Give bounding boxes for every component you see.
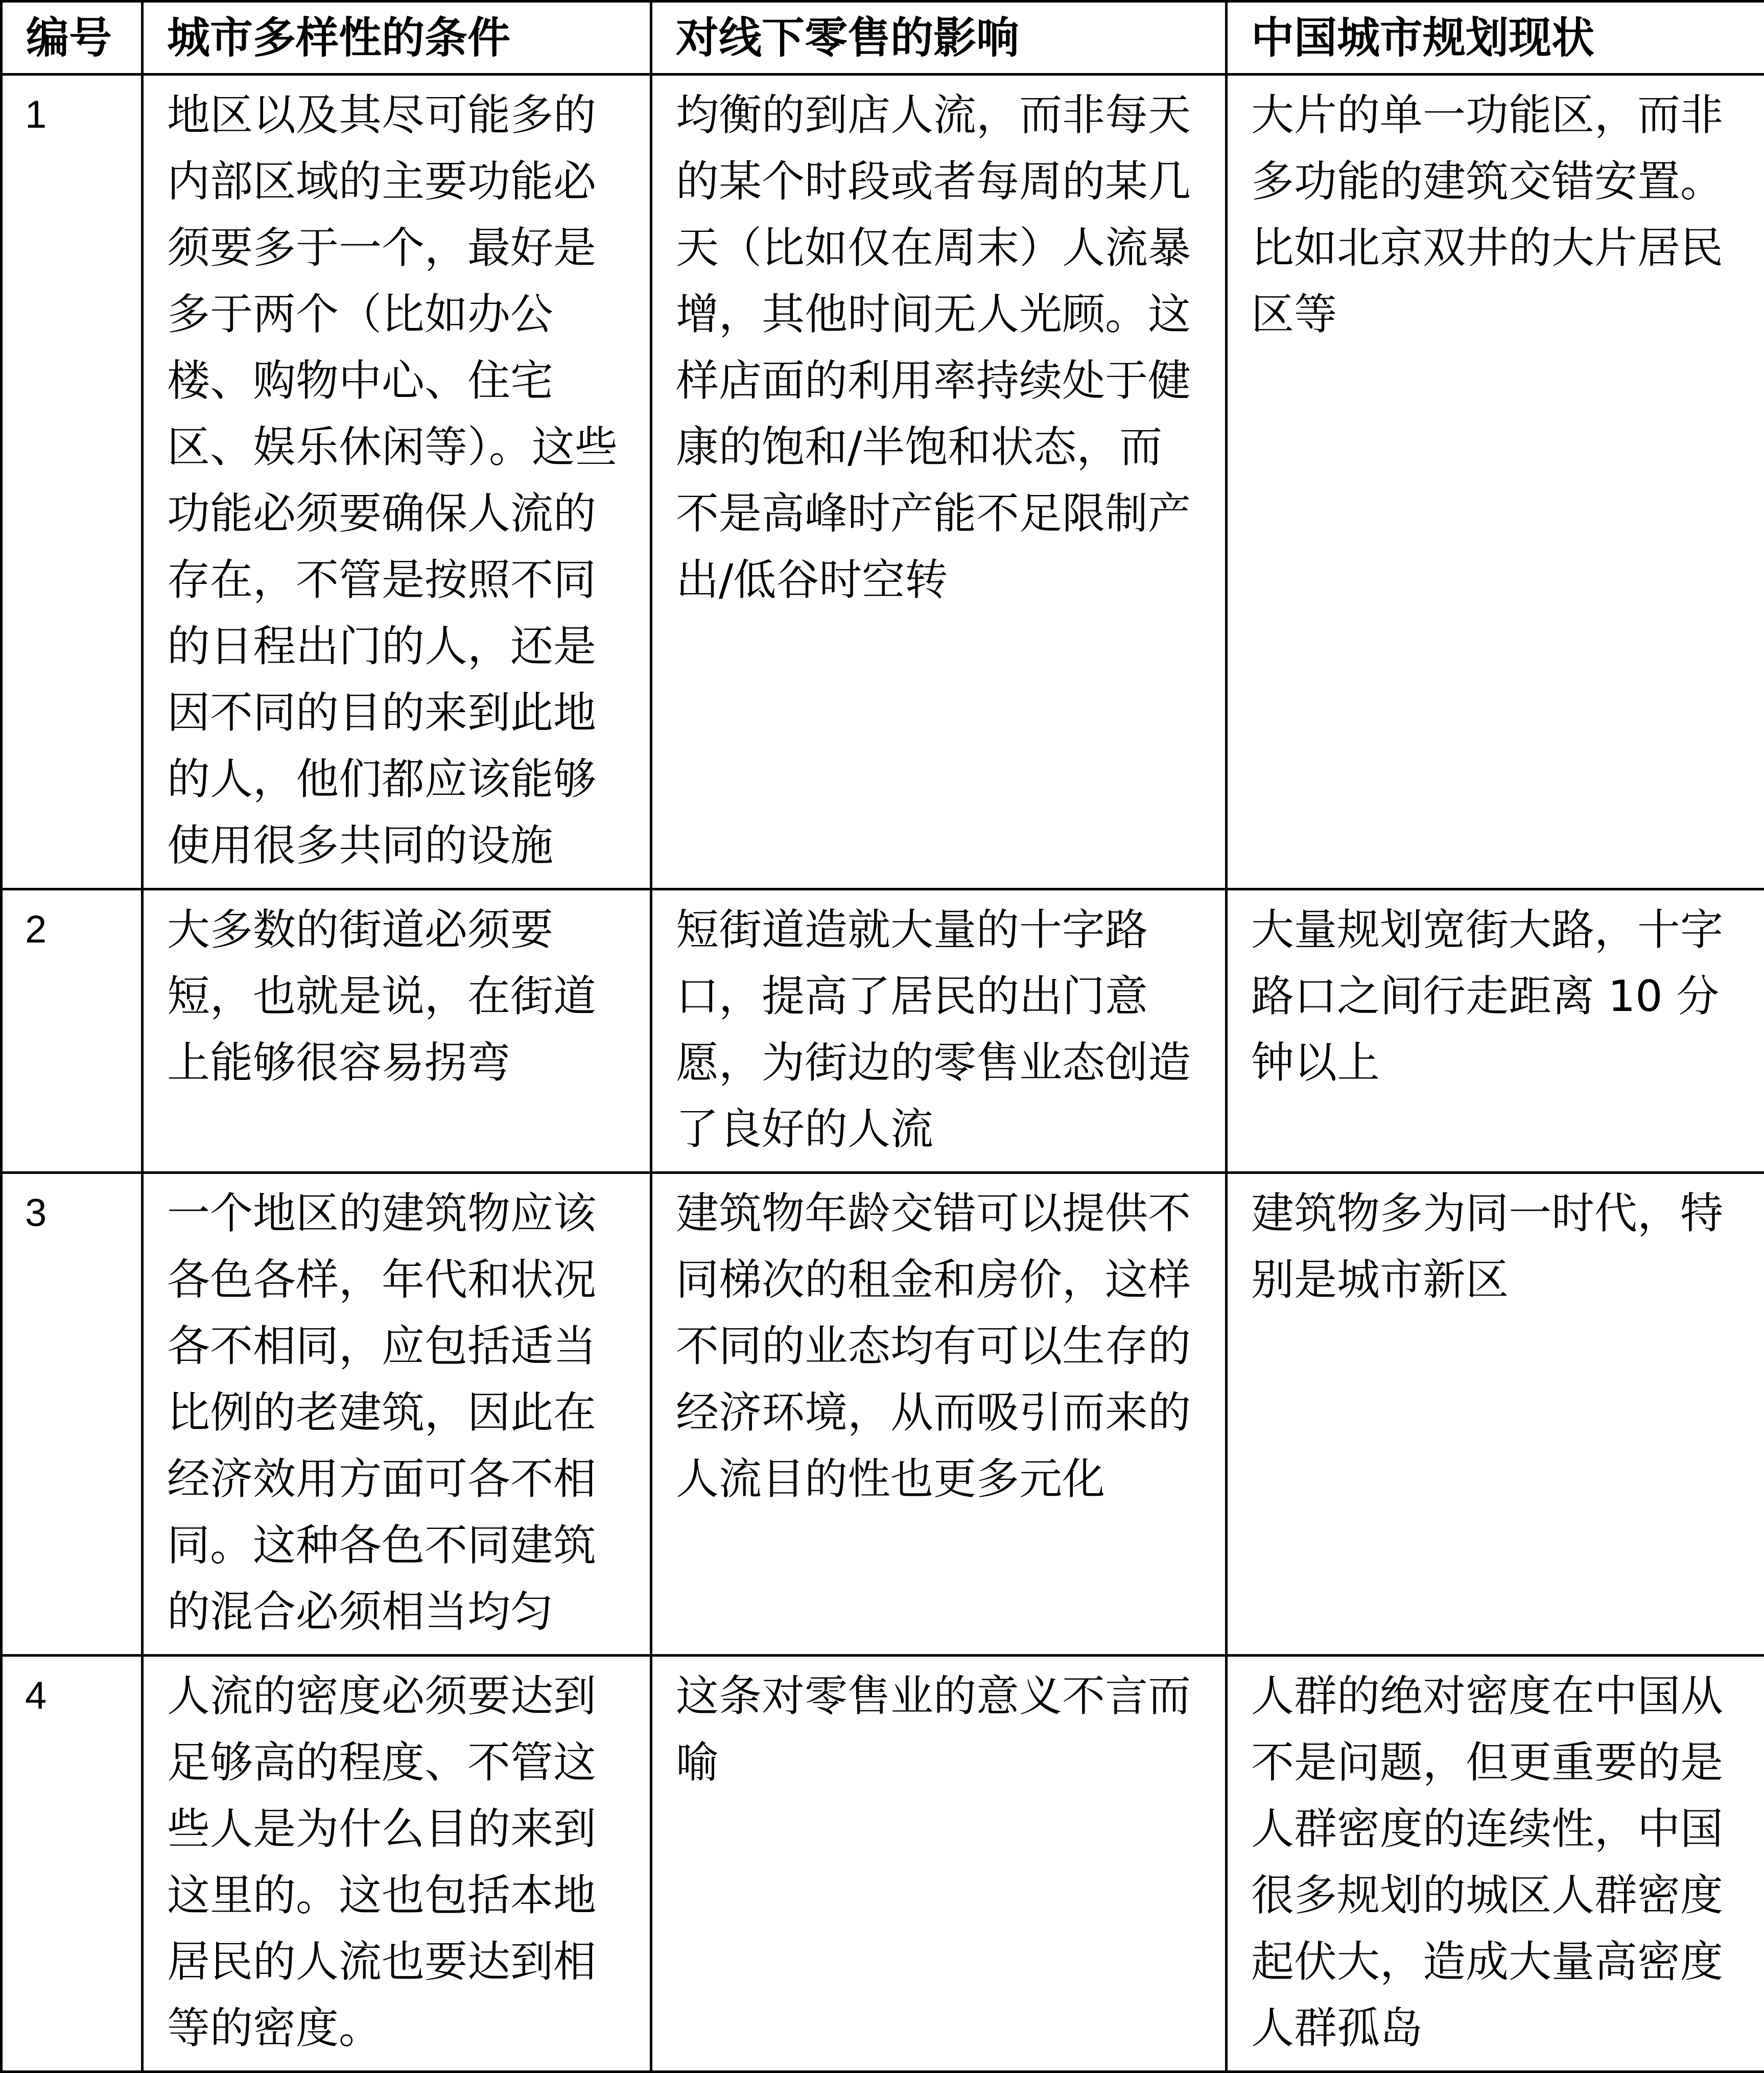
header-condition: 城市多样性的条件 bbox=[143, 2, 651, 75]
row-number: 1 bbox=[2, 75, 143, 889]
table-row bbox=[2, 75, 1764, 889]
row-number: 3 bbox=[2, 1173, 143, 1656]
header-number: 编号 bbox=[2, 2, 143, 75]
status-cell: 建筑物多为同一时代，特别是城市新区 bbox=[1227, 1173, 1764, 1656]
header-status: 中国城市规划现状 bbox=[1227, 2, 1764, 75]
condition-cell: 大多数的街道必须要短，也就是说，在街道上能够很容易拐弯 bbox=[143, 889, 651, 1173]
header-row bbox=[2, 2, 1764, 75]
status-cell: 人群的绝对密度在中国从不是问题，但更重要的是人群密度的连续性，中国很多规划的城区人群密度起伏大，造成大量高密度人群孤岛 bbox=[1227, 1656, 1764, 2072]
table-row bbox=[2, 1656, 1764, 2072]
impact-cell: 这条对零售业的意义不言而喻 bbox=[651, 1656, 1227, 2072]
status-cell: 大片的单一功能区，而非多功能的建筑交错安置。比如北京双井的大片居民区等 bbox=[1227, 75, 1764, 889]
row-number: 4 bbox=[2, 1656, 143, 2072]
condition-cell: 人流的密度必须要达到足够高的程度、不管这些人是为什么目的来到这里的。这也包括本地居民的人流也要达到相等的密度。 bbox=[143, 1656, 651, 2072]
table-row bbox=[2, 1173, 1764, 1656]
table-row bbox=[2, 889, 1764, 1173]
header-impact: 对线下零售的影响 bbox=[651, 2, 1227, 75]
status-cell: 大量规划宽街大路，十字路口之间行走距离 10 分钟以上 bbox=[1227, 889, 1764, 1173]
row-number: 2 bbox=[2, 889, 143, 1173]
impact-cell: 短街道造就大量的十字路口，提高了居民的出门意愿，为街边的零售业态创造了良好的人流 bbox=[651, 889, 1227, 1173]
condition-cell: 地区以及其尽可能多的内部区域的主要功能必须要多于一个，最好是多于两个（比如办公楼、购物中心、住宅区、娱乐休闲等）。这些功能必须要确保人流的存在，不管是按照不同的日程出门的人，还是因不同的目的来到此地的人，他们都应该能够使用很多共同的设施 bbox=[143, 75, 651, 889]
condition-cell: 一个地区的建筑物应该各色各样，年代和状况各不相同，应包括适当比例的老建筑，因此在经济效用方面可各不相同。这种各色不同建筑的混合必须相当均匀 bbox=[143, 1173, 651, 1656]
impact-cell: 均衡的到店人流，而非每天的某个时段或者每周的某几天（比如仅在周末）人流暴增，其他时间无人光顾。这样店面的利用率持续处于健康的饱和/半饱和状态，而不是高峰时产能不足限制产出/低谷时空转 bbox=[651, 75, 1227, 889]
impact-cell: 建筑物年龄交错可以提供不同梯次的租金和房价，这样不同的业态均有可以生存的经济环境，从而吸引而来的人流目的性也更多元化 bbox=[651, 1173, 1227, 1656]
